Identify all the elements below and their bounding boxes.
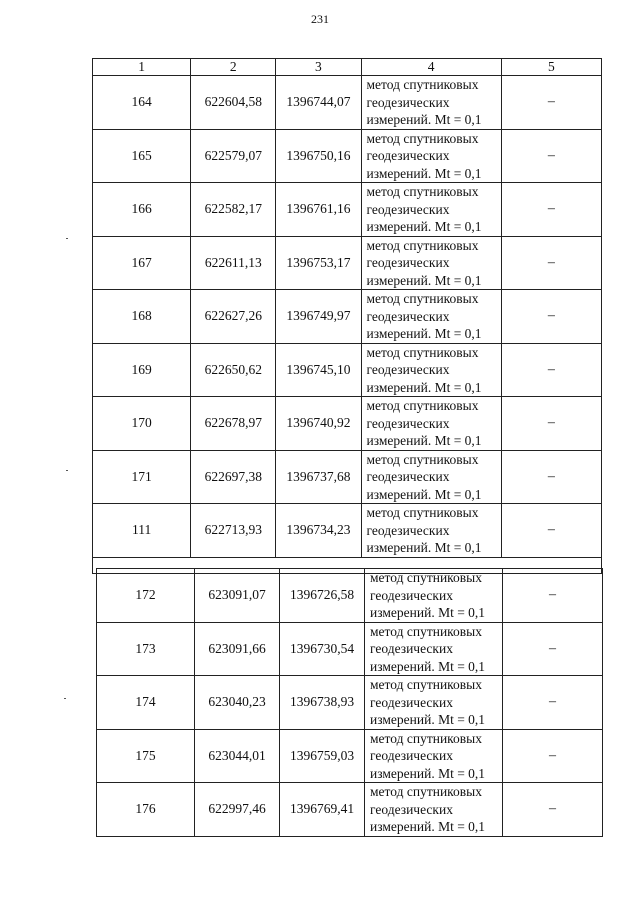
table-row xyxy=(93,76,602,130)
method-line: измерений. Mt = 0,1 xyxy=(370,819,486,834)
method-line: геодезических xyxy=(370,694,453,710)
method-line: измерений. Mt = 0,1 xyxy=(366,326,482,341)
y-coordinate-cell: 1396730,54 xyxy=(280,622,365,676)
x-coordinate-cell: 622604,58 xyxy=(191,76,276,130)
note-cell: – xyxy=(503,783,603,837)
method-cell xyxy=(365,569,503,623)
y-coordinate-cell: 1396738,93 xyxy=(280,676,365,730)
table-row xyxy=(97,676,603,730)
method-line: метод спутниковых xyxy=(370,784,482,799)
method-line: измерений. Mt = 0,1 xyxy=(366,540,482,555)
x-coordinate-cell: 623044,01 xyxy=(195,729,280,783)
method-line: измерений. Mt = 0,1 xyxy=(366,379,482,395)
method-line: геодезических xyxy=(370,801,453,817)
table-row xyxy=(93,290,602,344)
note-cell: – xyxy=(501,290,601,344)
scan-mark xyxy=(66,470,68,471)
method-cell xyxy=(361,290,501,344)
scan-mark xyxy=(64,698,66,699)
method-line: метод спутниковых xyxy=(366,184,479,199)
y-coordinate-cell: 1396769,41 xyxy=(280,783,365,837)
method-line: геодезических xyxy=(366,362,450,377)
method-line: измерений. Mt = 0,1 xyxy=(366,272,482,288)
point-number-cell: 170 xyxy=(93,397,191,451)
note-cell: – xyxy=(503,622,603,676)
column-header: 1 xyxy=(93,59,191,76)
y-coordinate-cell: 1396726,58 xyxy=(280,569,365,623)
method-line: геодезических xyxy=(366,94,450,110)
table-row xyxy=(93,450,602,504)
table-row xyxy=(93,397,602,451)
y-coordinate-cell: 1396740,92 xyxy=(276,397,361,451)
y-coordinate-cell: 1396750,16 xyxy=(276,129,361,183)
method-line: метод спутниковых xyxy=(370,730,482,746)
x-coordinate-cell: 623040,23 xyxy=(195,676,280,730)
table-row xyxy=(97,729,603,783)
point-number-cell: 165 xyxy=(93,129,191,183)
point-number-cell: 168 xyxy=(93,290,191,344)
x-coordinate-cell: 622611,13 xyxy=(191,236,276,290)
method-cell xyxy=(361,236,501,290)
point-number-cell: 176 xyxy=(97,783,195,837)
method-line: геодезических xyxy=(370,748,453,763)
x-coordinate-cell: 622650,62 xyxy=(191,343,276,397)
x-coordinate-cell: 622997,46 xyxy=(195,783,280,837)
x-coordinate-cell: 622678,97 xyxy=(191,397,276,451)
method-cell xyxy=(361,397,501,451)
y-coordinate-cell: 1396734,23 xyxy=(276,504,361,558)
note-cell: – xyxy=(501,504,601,558)
method-line: измерений. Mt = 0,1 xyxy=(370,712,486,727)
point-number-cell: 172 xyxy=(97,569,195,623)
note-cell: – xyxy=(503,676,603,730)
x-coordinate-cell: 622713,93 xyxy=(191,504,276,558)
point-number-cell: 166 xyxy=(93,183,191,237)
method-cell xyxy=(365,676,503,730)
point-number-cell: 174 xyxy=(97,676,195,730)
y-coordinate-cell: 1396737,68 xyxy=(276,450,361,504)
method-line: геодезических xyxy=(370,587,453,603)
column-header: 5 xyxy=(501,59,601,76)
method-line: измерений. Mt = 0,1 xyxy=(370,765,486,781)
coordinates-table xyxy=(92,58,602,574)
method-line: метод спутниковых xyxy=(366,291,479,306)
method-line: геодезических xyxy=(366,469,450,484)
table-row xyxy=(93,504,602,558)
y-coordinate-cell: 1396759,03 xyxy=(280,729,365,783)
method-line: измерений. Mt = 0,1 xyxy=(370,605,486,620)
point-number-cell: 164 xyxy=(93,76,191,130)
method-line: метод спутниковых xyxy=(370,570,482,585)
method-cell xyxy=(361,76,501,130)
table-row xyxy=(93,343,602,397)
x-coordinate-cell: 623091,66 xyxy=(195,622,280,676)
method-line: измерений. Mt = 0,1 xyxy=(366,486,482,502)
method-line: метод спутниковых xyxy=(366,77,479,92)
column-header: 3 xyxy=(276,59,361,76)
method-line: измерений. Mt = 0,1 xyxy=(366,112,482,127)
scan-mark xyxy=(66,238,68,239)
method-line: измерений. Mt = 0,1 xyxy=(366,433,482,448)
note-cell: – xyxy=(501,343,601,397)
point-number-cell: 169 xyxy=(93,343,191,397)
point-number-cell: 173 xyxy=(97,622,195,676)
method-line: геодезических xyxy=(366,522,450,538)
method-line: метод спутниковых xyxy=(366,451,479,467)
table-row xyxy=(93,129,602,183)
method-line: геодезических xyxy=(366,415,450,431)
method-line: метод спутниковых xyxy=(366,237,479,253)
method-cell xyxy=(365,622,503,676)
x-coordinate-cell: 622697,38 xyxy=(191,450,276,504)
y-coordinate-cell: 1396761,16 xyxy=(276,183,361,237)
method-line: измерений. Mt = 0,1 xyxy=(366,219,482,234)
note-cell: – xyxy=(503,569,603,623)
y-coordinate-cell: 1396753,17 xyxy=(276,236,361,290)
x-coordinate-cell: 622582,17 xyxy=(191,183,276,237)
page-number: 231 xyxy=(311,12,329,26)
point-number-cell: 167 xyxy=(93,236,191,290)
table-row xyxy=(97,783,603,837)
table-row xyxy=(97,622,603,676)
method-cell xyxy=(361,450,501,504)
point-number-cell: 171 xyxy=(93,450,191,504)
method-line: измерений. Mt = 0,1 xyxy=(370,658,486,674)
method-line: метод спутниковых xyxy=(370,677,482,692)
note-cell: – xyxy=(501,397,601,451)
method-cell xyxy=(361,343,501,397)
column-header: 4 xyxy=(361,59,501,76)
x-coordinate-cell: 622579,07 xyxy=(191,129,276,183)
note-cell: – xyxy=(501,129,601,183)
column-header: 2 xyxy=(191,59,276,76)
note-cell: – xyxy=(501,450,601,504)
method-line: метод спутниковых xyxy=(366,398,479,413)
point-number-cell: 111 xyxy=(93,504,191,558)
method-cell xyxy=(361,129,501,183)
coordinates-table-continued xyxy=(96,568,603,837)
method-cell xyxy=(361,183,501,237)
method-line: геодезических xyxy=(370,641,453,656)
point-number-cell: 175 xyxy=(97,729,195,783)
y-coordinate-cell: 1396744,07 xyxy=(276,76,361,130)
table-row xyxy=(97,569,603,623)
table-row xyxy=(93,236,602,290)
x-coordinate-cell: 622627,26 xyxy=(191,290,276,344)
y-coordinate-cell: 1396745,10 xyxy=(276,343,361,397)
method-line: геодезических xyxy=(366,255,450,270)
note-cell: – xyxy=(501,183,601,237)
table-header-row xyxy=(93,59,602,76)
x-coordinate-cell: 623091,07 xyxy=(195,569,280,623)
table-row xyxy=(93,183,602,237)
method-line: геодезических xyxy=(366,201,450,217)
method-line: метод спутниковых xyxy=(366,344,479,360)
method-line: геодезических xyxy=(366,308,450,324)
method-line: метод спутниковых xyxy=(366,130,479,146)
method-line: измерений. Mt = 0,1 xyxy=(366,165,482,181)
method-cell xyxy=(365,729,503,783)
note-cell: – xyxy=(501,76,601,130)
method-line: геодезических xyxy=(366,148,450,163)
method-cell xyxy=(365,783,503,837)
note-cell: – xyxy=(501,236,601,290)
method-line: метод спутниковых xyxy=(370,623,482,639)
note-cell: – xyxy=(503,729,603,783)
method-line: метод спутниковых xyxy=(366,505,479,520)
method-cell xyxy=(361,504,501,558)
y-coordinate-cell: 1396749,97 xyxy=(276,290,361,344)
